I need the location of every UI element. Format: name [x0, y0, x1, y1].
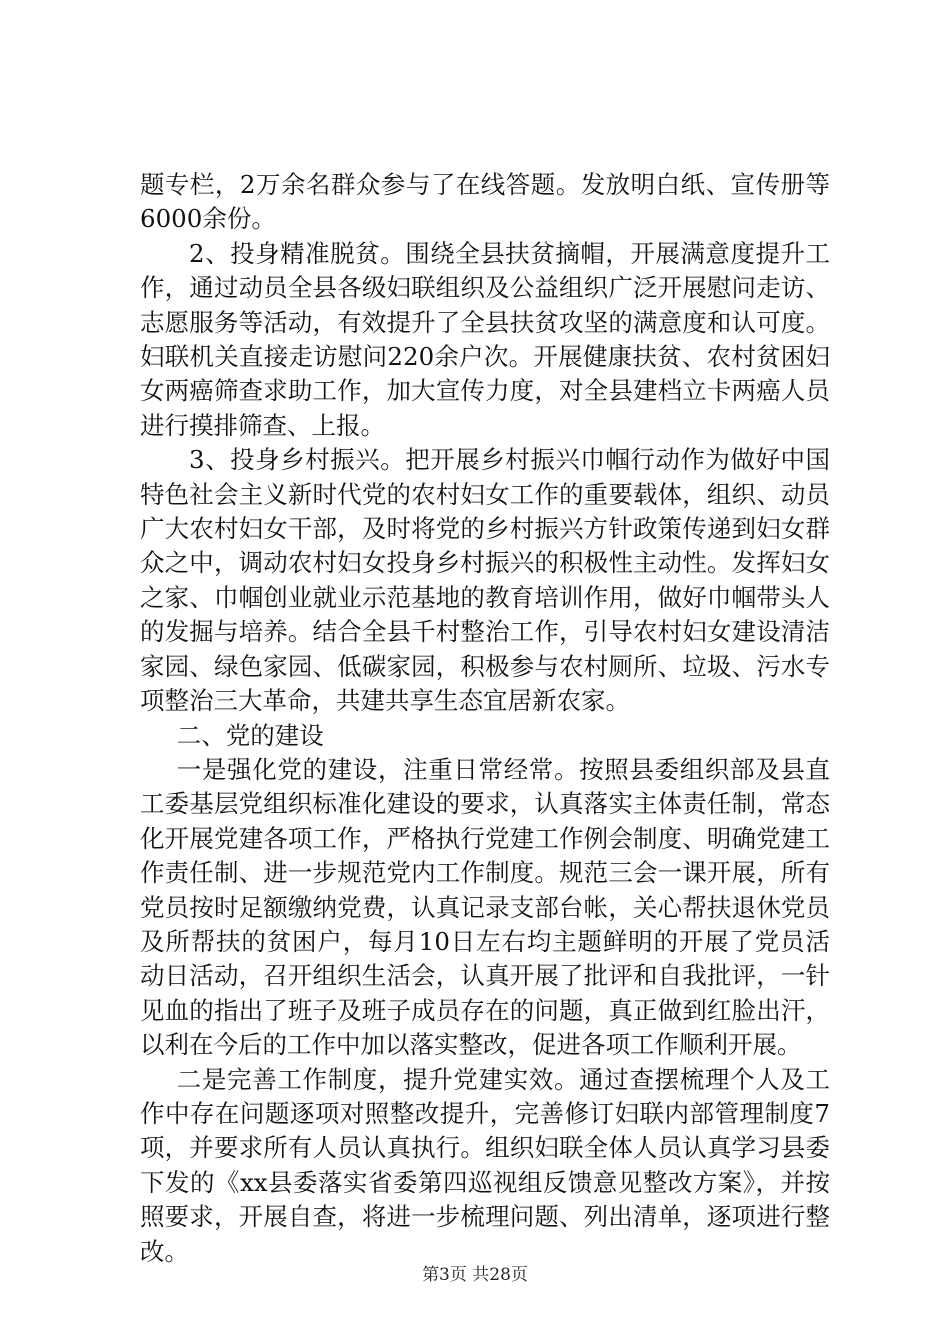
paragraph-strengthen-party: 一是强化党的建设，注重日常经常。按照县委组织部及县直工委基层党组织标准化建设的要求，认真落实主体责任制，常态化开展党建各项工作，严格执行党建工作例会制度、明确党建工作责任制、进一步规范党内工作制度。规范三会一课开展，所有党员按时足额缴纳党费，认真记录支部台帐，关心帮扶退休党员及所帮扶的贫困户，每月10日左右均主题鲜明的开展了党员活动日活动，召开组织生活会，认真开展了批评和自我批评，一针见血的指出了班子及班子成员存在的问题，真正做到红脸出汗，以利在今后的工作中加以落实整改，促进各项工作顺利开展。 [140, 754, 830, 1060]
page-number-label: 第3页 共28页 [422, 1265, 528, 1285]
paragraph-improve-system: 二是完善工作制度，提升党建实效。通过查摆梳理个人及工作中存在问题逐项对照整改提升，完善修订妇联内部管理制度7项，并要求所有人员认真执行。组织妇联全体人员认真学习县委下发的《xx县委落实省委第四巡视组反馈意见整改方案》，并按照要求，开展自查，将进一步梳理问题、列出清单，逐项进行整改。 [140, 1064, 830, 1266]
document-body [140, 168, 830, 1269]
page-footer [0, 1264, 950, 1286]
section-heading-party-building: 二、党的建设 [176, 720, 324, 750]
paragraph-poverty-alleviation: 2、投身精准脱贫。围绕全县扶贫摘帽，开展满意度提升工作，通过动员全县各级妇联组织及公益组织广泛开展慰问走访、志愿服务等活动，有效提升了全县扶贫攻坚的满意度和认可度。妇联机关直接走访慰问220余户次。开展健康扶贫、农村贫困妇女两癌筛查求助工作，加大宣传力度，对全县建档立卡两癌人员进行摸排筛查、上报。 [140, 238, 830, 440]
paragraph-rural-revitalization: 3、投身乡村振兴。把开展乡村振兴巾帼行动作为做好中国特色社会主义新时代党的农村妇女工作的重要载体，组织、动员广大农村妇女干部，及时将党的乡村振兴方针政策传递到妇女群众之中，调动农村妇女投身乡村振兴的积极性主动性。发挥妇女之家、巾帼创业就业示范基地的教育培训作用，做好巾帼带头人的发掘与培养。结合全县千村整治工作，引导农村妇女建设清洁家园、绿色家园、低碳家园，积极参与农村厕所、垃圾、污水专项整治三大革命，共建共享生态宜居新农家。 [140, 445, 830, 716]
paragraph-intro-continuation: 题专栏，2万余名群众参与了在线答题。发放明白纸、宣传册等6000余份。 [140, 170, 830, 234]
